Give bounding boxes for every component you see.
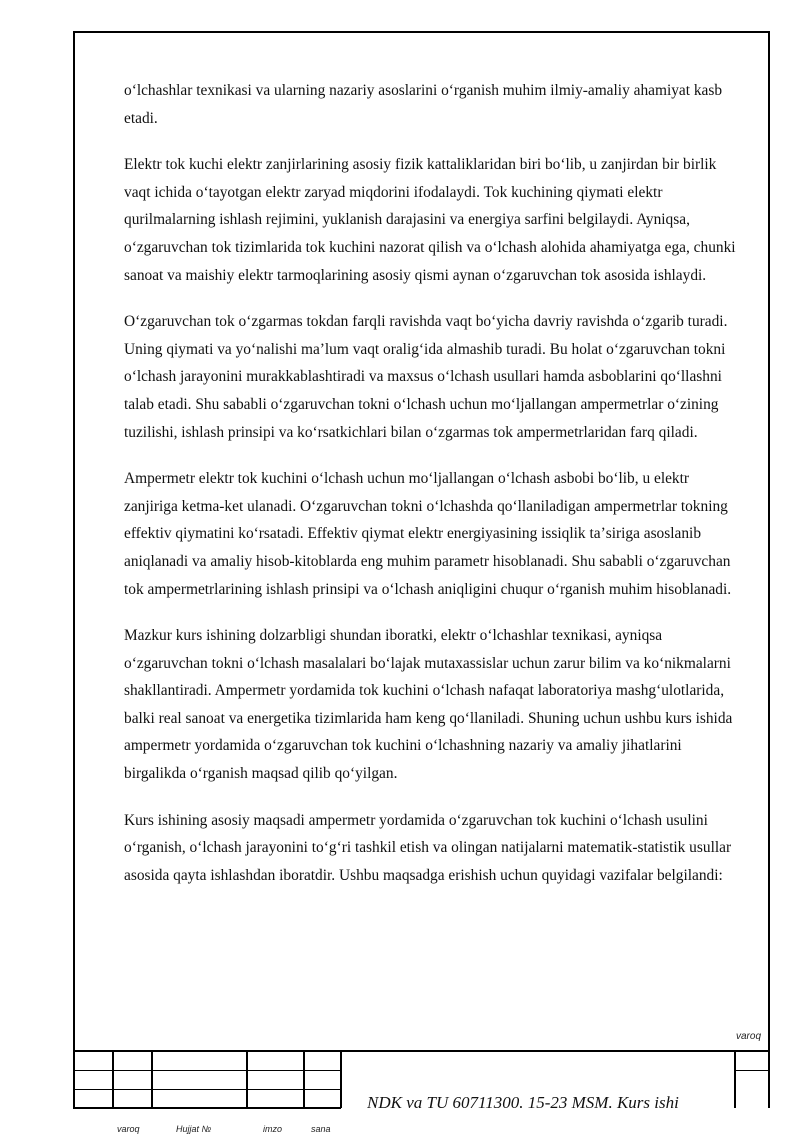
paragraph: oʻlchashlar texnikasi va ularning nazariy asoslarini oʻrganish muhim ilmiy-amaliy ahamiyat kasb etadi. <box>124 82 723 127</box>
document-code: NDK va TU 60711300. 15-23 MSM. Kurs ishi <box>367 1093 679 1111</box>
column-label-signature: imzo <box>263 1124 283 1134</box>
title-block-col-line <box>768 1031 770 1108</box>
column-label-document-number: Hujjat № <box>176 1124 212 1134</box>
paragraph: Kurs ishining asosiy maqsadi ampermetr yordamida oʻzgaruvchan tok kuchini oʻlchash usulini oʻrganish, oʻlchash jarayonini toʻgʻri tashkil etish va olingan natijalarni matematik-statistik usullar asosida qayta ishlashdan iboratdir. Ushbu maqsadga erishish uchun quyidagi vazifalar belgilandi: <box>124 811 732 884</box>
title-block-row-line <box>734 1070 770 1071</box>
paragraph: Elektr tok kuchi elektr zanjirlarining asosiy fizik kattaliklaridan biri boʻlib, u zanjirdan bir birlik vaqt ichida oʻtayotgan elektr zaryad miqdorini ifodalaydi. Tok kuchining qiymati elektr qurilmalarning ishlash rejimini, yuklanish darajasini va energiya sarfini belgilaydi. Ayniqsa, oʻzgaruvchan tok tizimlarida tok kuchini nazorat qilish va oʻlchash alohida ahamiyatga ega, chunki sanoat va maishiy elektr tarmoqlarining asosiy qismi aynan oʻzgaruvchan tok asosida ishlaydi. <box>124 156 736 284</box>
title-block-col-line <box>73 1050 75 1108</box>
column-label-date: sana <box>311 1124 331 1134</box>
column-label-sheet: varoq <box>117 1124 140 1134</box>
title-block-top-border <box>73 1050 770 1052</box>
title-block-col-line <box>112 1050 114 1108</box>
paragraph: Mazkur kurs ishining dolzarbligi shundan iboratki, elektr oʻlchashlar texnikasi, ayniqsa oʻzgaruvchan tokni oʻlchash masalalari boʻlajak mutaxassislar uchun zarur bilim va koʻnikmalarni shakllantiradi. Ampermetr yordamida tok kuchini oʻlchash nafaqat laboratoriya mashgʻulotlarida, balki real sanoat va energetika tizimlarida ham keng qoʻllaniladi. Shuning uchun ushbu kurs ishida ampermetr yordamida oʻzgaruvchan tok kuchini oʻlchashning nazariy va amaliy jihatlarini birgalikda oʻrganish maqsad qilib qoʻyilgan. <box>124 627 733 783</box>
title-block-col-line <box>151 1050 153 1108</box>
paragraph: Ampermetr elektr tok kuchini oʻlchash uchun moʻljallangan oʻlchash asbobi boʻlib, u elektr zanjiriga ketma-ket ulanadi. Oʻzgaruvchan tokni oʻlchashda qoʻllaniladigan ampermetrlar tokning effektiv qiymatini koʻrsatadi. Effektiv qiymat elektr energiyasining issiqlik taʼsiriga asoslanib aniqlanadi va amaliy hisob-kitoblarda eng muhim parametr hisoblanadi. Shu sababli oʻzgaruvchan tok ampermetrlarining ishlash prinsipi va oʻlchash aniqligini chuqur oʻrganish muhim hisoblanadi. <box>124 470 732 598</box>
title-block-col-line <box>303 1050 305 1108</box>
title-block-col-line <box>734 1050 736 1108</box>
title-block-col-line <box>246 1050 248 1108</box>
title-block-col-line <box>340 1050 342 1108</box>
sheet-label: varoq <box>736 1031 762 1042</box>
document-body <box>124 77 736 908</box>
paragraph: Oʻzgaruvchan tok oʻzgarmas tokdan farqli ravishda vaqt boʻyicha davriy ravishda oʻzgarib turadi. Uning qiymati va yoʻnalishi maʼlum vaqt oraligʻida almashib turadi. Bu holat oʻzgaruvchan tokni oʻlchash jarayonini murakkablashtiradi va maxsus oʻlchash usullari hamda asboblarini qoʻllashni talab etadi. Shu sababli oʻzgaruvchan tokni oʻlchash uchun moʻljallangan ampermetrlar oʻzining tuzilishi, ishlash prinsipi va koʻrsatkichlari bilan oʻzgarmas tok ampermetrlaridan farq qiladi. <box>124 313 728 441</box>
